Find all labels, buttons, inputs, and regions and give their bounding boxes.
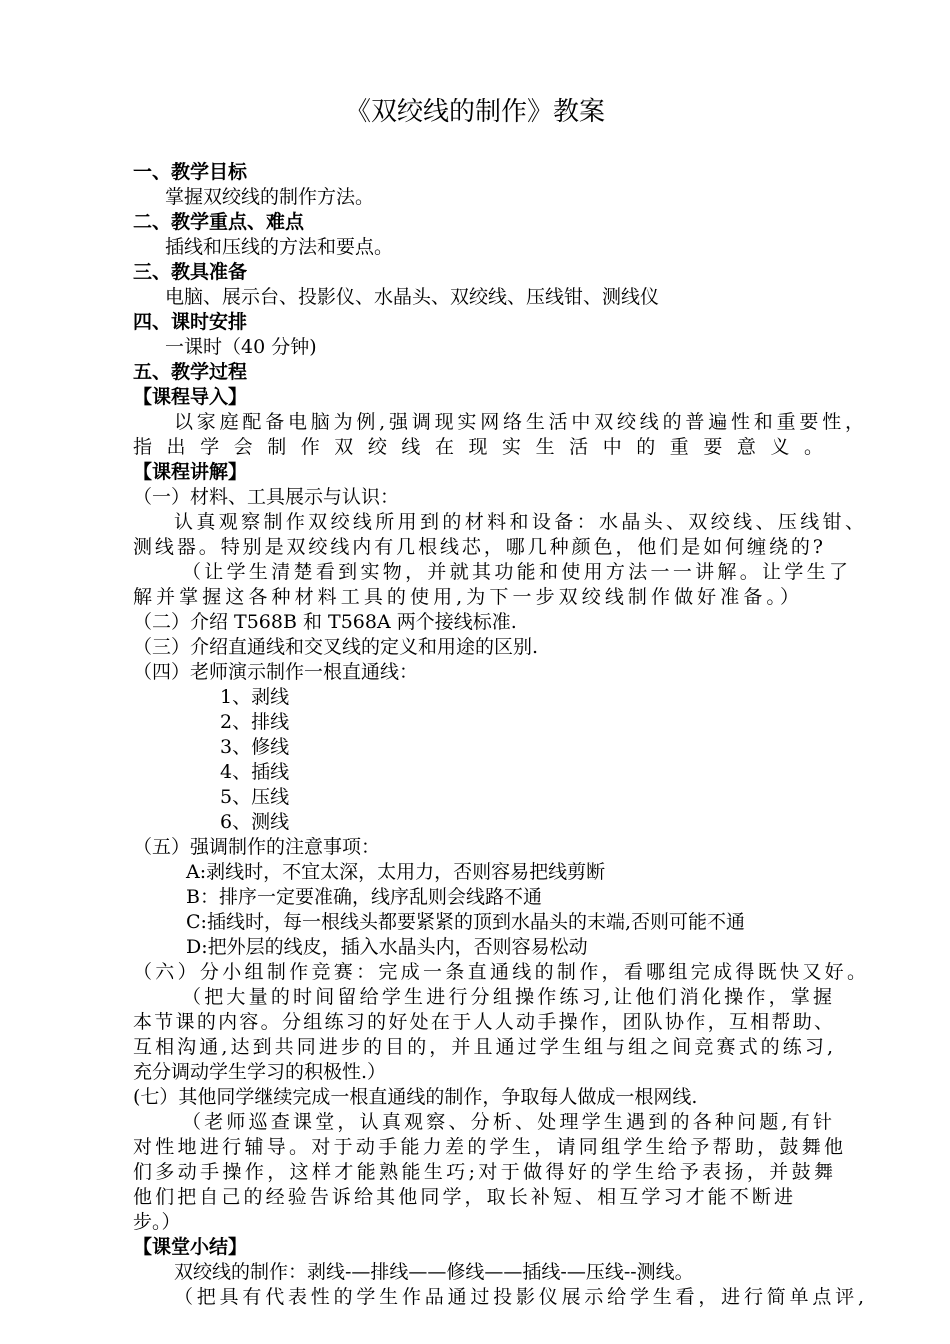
section-heading: 五、教学过程 bbox=[133, 361, 248, 383]
text-line: 电脑、展示台、投影仪、水晶头、双绞线、压线钳、测线仪 bbox=[165, 286, 660, 308]
text-line: 插线和压线的方法和要点。 bbox=[165, 236, 394, 258]
text-line: 4、插线 bbox=[220, 761, 290, 783]
text-line: 掌握双绞线的制作方法。 bbox=[165, 186, 375, 208]
text-line: （把大量的时间留给学生进行分组操作练习,让他们消化操作，掌握 bbox=[182, 986, 832, 1008]
text-line: 解并掌握这各种材料工具的使用,为下一步双绞线制作做好准备。） bbox=[133, 586, 799, 608]
text-line: （老师巡查课堂，认真观察、分析、处理学生遇到的各种问题,有针 bbox=[182, 1111, 832, 1133]
section-heading: 【课堂小结】 bbox=[133, 1236, 248, 1258]
section-heading: 二、教学重点、难点 bbox=[133, 211, 305, 233]
text-line: 他们把自己的经验告诉给其他同学，取长补短、相互学习才能不断进 bbox=[133, 1186, 793, 1208]
text-line: （四）老师演示制作一根直通线： bbox=[133, 661, 419, 683]
text-line: B：排序一定要准确，线序乱则会线路不通 bbox=[186, 886, 542, 908]
text-line: （二）介绍 T568B 和 T568A 两个接线标准. bbox=[133, 611, 517, 633]
text-line: 认真观察制作双绞线所用到的材料和设备：水晶头、双绞线、压线钳、 bbox=[174, 511, 864, 533]
text-line: C:插线时，每一根线头都要紧紧的顶到水晶头的末端,否则可能不通 bbox=[186, 911, 745, 933]
text-line: 充分调动学生学习的积极性.） bbox=[133, 1061, 387, 1083]
text-line: (七）其他同学继续完成一根直通线的制作，争取每人做成一根网线. bbox=[133, 1086, 698, 1108]
text-line: （六）分小组制作竞赛：完成一条直通线的制作，看哪组完成得既快又好。 bbox=[133, 961, 866, 983]
section-heading: 三、教具准备 bbox=[133, 261, 248, 283]
text-line: 本节课的内容。分组练习的好处在于人人动手操作，团队协作，互相帮助、 bbox=[133, 1011, 833, 1033]
text-line: 5、压线 bbox=[220, 786, 290, 808]
text-line: 测线器。特别是双绞线内有几根线芯，哪几种颜色，他们是如何缠绕的? bbox=[133, 536, 823, 558]
text-line: （让学生清楚看到实物，并就其功能和使用方法一一讲解。让学生了 bbox=[182, 561, 848, 583]
text-line: 以家庭配备电脑为例,强调现实网络生活中双绞线的普遍性和重要性， bbox=[174, 411, 864, 433]
text-line: 指出学会制作双绞线在现实生活中的重要意义。 bbox=[133, 436, 823, 458]
text-line: 3、修线 bbox=[220, 736, 290, 758]
text-line: （把具有代表性的学生作品通过投影仪展示给学生看，进行简单点评, bbox=[174, 1286, 864, 1308]
text-line: 1、剥线 bbox=[220, 686, 290, 708]
text-line: 互相沟通,达到共同进步的目的，并且通过学生组与组之间竞赛式的练习, bbox=[133, 1036, 833, 1058]
text-line: 6、测线 bbox=[220, 811, 290, 833]
text-line: D:把外层的线皮，插入水晶头内，否则容易松动 bbox=[186, 936, 588, 958]
text-line: 双绞线的制作：剥线-—排线——修线——插线-—压线--测线。 bbox=[174, 1261, 694, 1283]
text-line: 2、排线 bbox=[220, 711, 290, 733]
text-line: 步。） bbox=[133, 1211, 181, 1233]
text-line: （一）材料、工具展示与认识： bbox=[133, 486, 400, 508]
text-line: （五）强调制作的注意事项： bbox=[133, 836, 381, 858]
text-line: 们多动手操作，这样才能熟能生巧;对于做得好的学生给予表扬，并鼓舞 bbox=[133, 1161, 833, 1183]
section-heading: 【课程讲解】 bbox=[133, 461, 248, 483]
text-line: （三）介绍直通线和交叉线的定义和用途的区别. bbox=[133, 636, 539, 658]
text-line: A:剥线时，不宜太深，太用力，否则容易把线剪断 bbox=[186, 861, 606, 883]
section-heading: 四、课时安排 bbox=[133, 311, 248, 333]
text-line: 一课时（40 分钟) bbox=[165, 336, 317, 358]
section-heading: 一、教学目标 bbox=[133, 161, 248, 183]
document-title: 《双绞线的制作》教案 bbox=[344, 97, 605, 127]
text-line: 对性地进行辅导。对于动手能力差的学生，请同组学生给予帮助，鼓舞他 bbox=[133, 1136, 843, 1158]
section-heading: 【课程导入】 bbox=[133, 386, 248, 408]
